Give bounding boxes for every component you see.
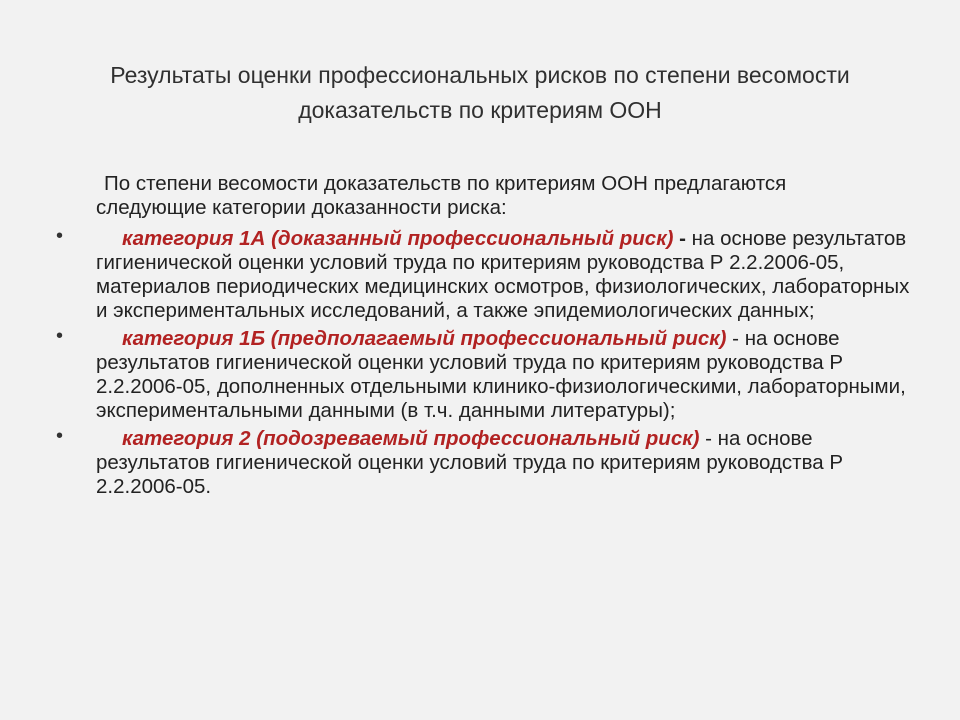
category-1a-dash: - xyxy=(679,227,686,250)
category-1b-label: категория 1Б (предполагаемый профессиональный риск) xyxy=(122,327,727,350)
list-item-category-1a xyxy=(50,227,910,323)
category-2-dash: - xyxy=(705,427,712,450)
category-1b-dash: - xyxy=(732,327,739,350)
intro-paragraph xyxy=(96,172,896,220)
list-item-category-2 xyxy=(50,427,910,499)
list-item-category-1b xyxy=(50,327,910,423)
category-list xyxy=(50,227,910,503)
bullet-icon: • xyxy=(56,225,64,247)
category-2-description: на основе результатов гигиенической оценки условий труда по критериям руководства Р 2.2.2006-05. xyxy=(96,427,843,498)
category-2-label: категория 2 (подозреваемый профессиональный риск) xyxy=(122,427,700,450)
category-1b-description: на основе результатов гигиенической оценки условий труда по критериям руководства Р 2.2.2006-05, дополненных отдельными клинико-физиологическими, лабораторными, экспериментальными данными (в т.ч. данными литературы); xyxy=(96,327,906,422)
bullet-icon: • xyxy=(56,325,64,347)
intro-text: По степени весомости доказательств по критериям ООН предлагаются следующие категории доказанности риска: xyxy=(96,172,787,219)
category-1a-label: категория 1А (доказанный профессиональный риск) xyxy=(122,227,674,250)
bullet-icon: • xyxy=(56,425,64,447)
slide-title: Результаты оценки профессиональных рисков по степени весомости доказательств по критериям ООН xyxy=(110,62,850,123)
category-1a-description: на основе результатов гигиенической оценки условий труда по критериям руководства Р 2.2.2006-05, материалов периодических медицинских осмотров, физиологических, лабораторных и экспериментальных исследований, а также эпидемиологических данных; xyxy=(96,227,910,322)
